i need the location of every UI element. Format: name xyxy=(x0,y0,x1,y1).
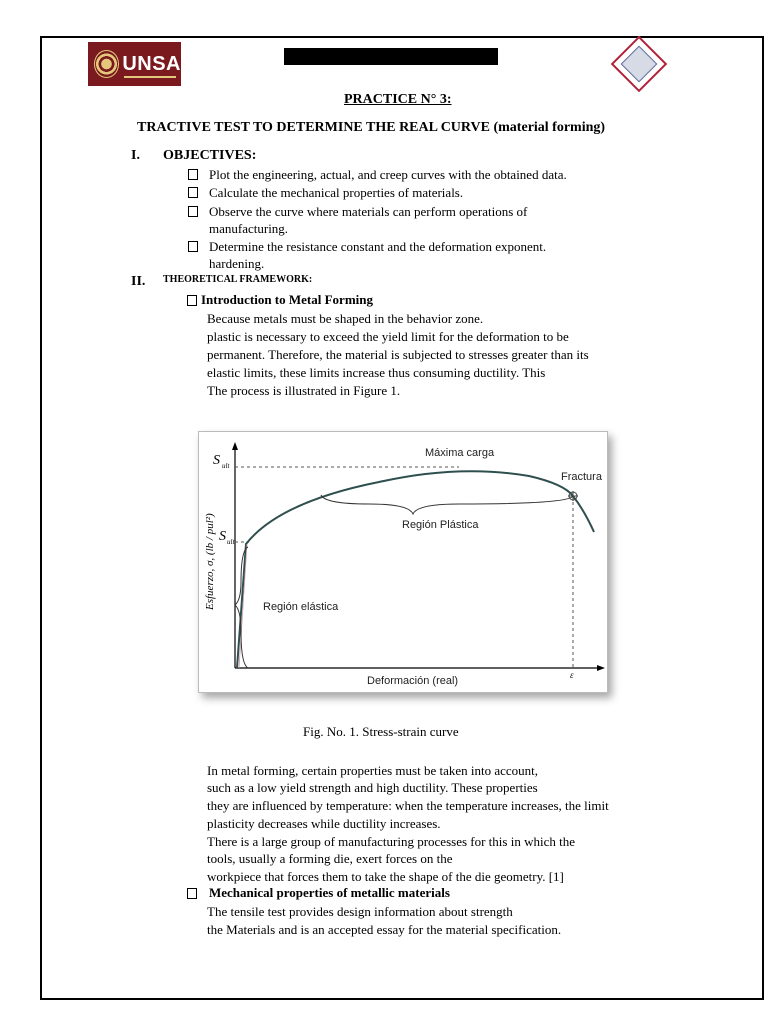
logo-text: UNSA xyxy=(122,52,181,75)
objective-item: Plot the engineering, actual, and creep curves with the obtained data. xyxy=(209,167,567,182)
section-heading-objectives: OBJECTIVES: xyxy=(163,148,257,163)
section-number-objectives: I. xyxy=(131,148,140,163)
stress-strain-figure xyxy=(198,431,608,693)
intro-line: elastic limits, these limits increase thus consuming ductility. This xyxy=(207,365,546,380)
bullet-icon xyxy=(187,888,197,899)
body-line: the Materials and is an accepted essay for the material specification. xyxy=(207,922,562,937)
stress-strain-diagram xyxy=(199,432,607,692)
x-axis-label: Deformación (real) xyxy=(367,675,459,687)
elastic-line xyxy=(239,544,247,668)
university-seal-icon xyxy=(94,50,119,78)
body-line: tools, usually a forming die, exert forces on the xyxy=(207,851,453,866)
bullet-icon xyxy=(188,206,198,217)
body-line: There is a large group of manufacturing processes for this in which the xyxy=(207,834,575,849)
objective-item-continuation: manufacturing. xyxy=(209,221,289,236)
elastic-region-label: Región elástica xyxy=(263,601,339,613)
y-axis-label: Esfuerzo, σ, (lb / pul²) xyxy=(204,513,216,610)
x-end-label: ε xyxy=(570,670,574,680)
objective-item-continuation: hardening. xyxy=(209,256,265,271)
s-ult-sub: ult xyxy=(222,462,230,470)
figure-caption: Fig. No. 1. Stress-strain curve xyxy=(303,724,459,739)
y-axis-arrow-icon xyxy=(232,442,238,450)
stress-strain-curve xyxy=(237,471,594,668)
body-line: In metal forming, certain properties must be taken into account, xyxy=(207,763,539,778)
body-line: such as a low yield strength and high ductility. These properties xyxy=(207,780,538,795)
bullet-icon xyxy=(187,295,197,306)
body-line: The tensile test provides design information about strength xyxy=(207,904,513,919)
page-title: PRACTICE N° 3: xyxy=(344,92,452,107)
plastic-region-label: Región Plástica xyxy=(402,519,479,531)
bullet-icon xyxy=(188,187,198,198)
max-load-label: Máxima carga xyxy=(425,447,495,459)
section-heading-theoretical: THEORETICAL FRAMEWORK: xyxy=(163,274,313,285)
x-axis-arrow-icon xyxy=(597,665,605,671)
plastic-region-brace xyxy=(321,495,573,514)
unsa-logo xyxy=(88,42,181,86)
intro-line: plastic is necessary to exceed the yield limit for the deformation to be xyxy=(207,329,569,344)
objective-item: Calculate the mechanical properties of materials. xyxy=(209,185,464,200)
intro-line: Because metals must be shaped in the behavior zone. xyxy=(207,311,484,326)
s-yield-sub: ult xyxy=(227,538,235,546)
logo-underline xyxy=(124,76,176,78)
body-line: they are influenced by temperature: when the temperature increases, the limit xyxy=(207,798,609,813)
intro-line: permanent. Therefore, the material is subjected to stresses greater than its xyxy=(207,347,589,362)
intro-heading: Introduction to Metal Forming xyxy=(201,292,373,307)
s-ult-label: S xyxy=(213,453,220,468)
redacted-header-bar xyxy=(284,48,498,65)
mech-properties-heading: Mechanical properties of metallic materials xyxy=(209,885,450,900)
bullet-icon xyxy=(188,169,198,180)
objective-item: Observe the curve where materials can perform operations of xyxy=(209,204,528,219)
page-subtitle: TRACTIVE TEST TO DETERMINE THE REAL CURVE (material forming) xyxy=(137,120,606,135)
section-number-theoretical: II. xyxy=(131,274,146,289)
fracture-label: Fractura xyxy=(561,471,602,483)
body-line: workpiece that forces them to take the shape of the die geometry. [1] xyxy=(207,869,564,884)
body-line: plasticity decreases while ductility increases. xyxy=(207,816,441,831)
bullet-icon xyxy=(188,241,198,252)
intro-line: The process is illustrated in Figure 1. xyxy=(207,383,401,398)
objective-item: Determine the resistance constant and the deformation exponent. xyxy=(209,239,547,254)
s-yield-label: S xyxy=(219,529,226,544)
